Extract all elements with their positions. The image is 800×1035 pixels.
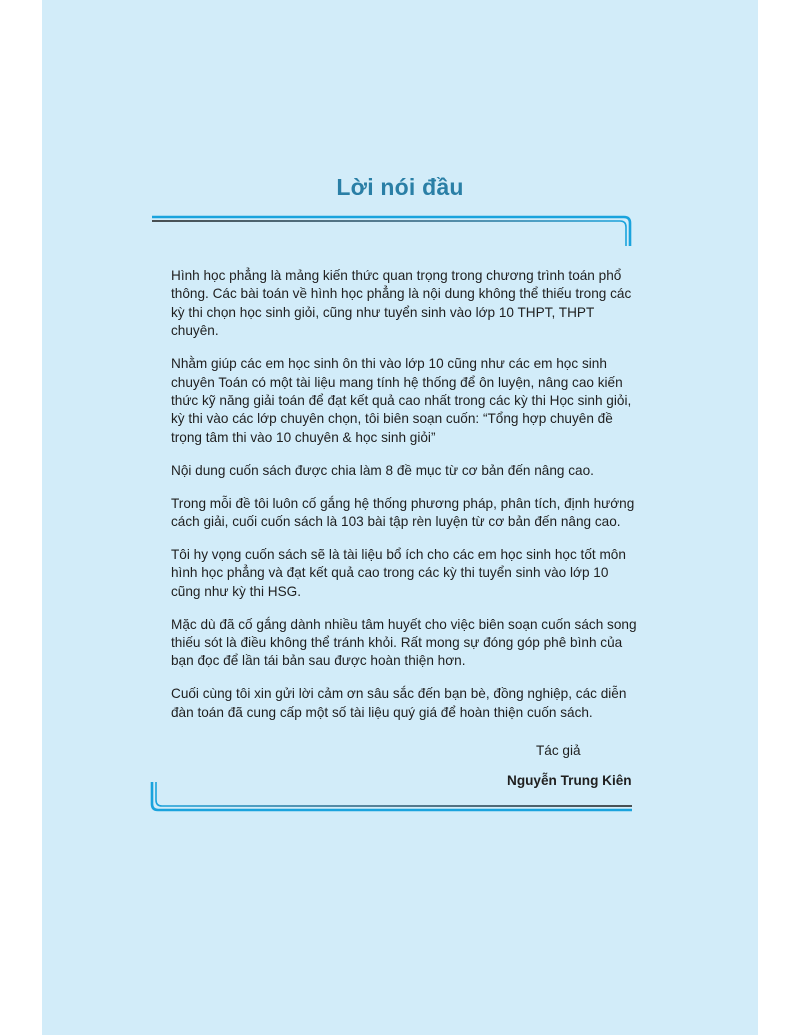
title-underline-rule	[150, 214, 640, 250]
preface-body	[171, 267, 641, 737]
paragraph: Cuối cùng tôi xin gửi lời cảm ơn sâu sắc đến bạn bè, đồng nghiệp, các diễn đàn toán đã cung cấp một số tài liệu quý giá để hoàn thiện cuốn sách.	[171, 686, 627, 720]
closing-rule	[146, 780, 636, 816]
paragraph: Tôi hy vọng cuốn sách sẽ là tài liệu bổ ích cho các em học sinh học tốt môn hình học phẳng và đạt kết quả cao trong các kỳ thi tuyển sinh vào lớp 10 cũng như kỳ thi HSG.	[171, 546, 626, 599]
paragraph: Mặc dù đã cố gắng dành nhiều tâm huyết cho việc biên soạn cuốn sách song thiếu sót là điều không thể tránh khỏi. Rất mong sự đóng góp phê bình của bạn đọc để lần tái bản sau được hoàn thiện hơn.	[171, 616, 637, 669]
author-name: Nguyễn Trung Kiên	[507, 773, 632, 788]
paragraph: Hình học phẳng là mảng kiến thức quan trọng trong chương trình toán phổ thông. Các bài toán về hình học phẳng là nội dung không thể thiếu trong các kỳ thi chọn học sinh giỏi, cũng như tuyển sinh vào lớp 10 THPT, THPT chuyên.	[171, 268, 632, 339]
paragraph: Nội dung cuốn sách được chia làm 8 đề mục từ cơ bản đến nâng cao.	[171, 462, 594, 478]
author-role: Tác giả	[536, 743, 581, 758]
paragraph: Trong mỗi đề tôi luôn cố gắng hệ thống phương pháp, phân tích, định hướng cách giải, cuối cuốn sách là 103 bài tập rèn luyện từ cơ bản đến nâng cao.	[171, 495, 635, 529]
page-title: Lời nói đầu	[336, 174, 464, 200]
paragraph: Nhằm giúp các em học sinh ôn thi vào lớp 10 cũng như các em học sinh chuyên Toán có một tài liệu mang tính hệ thống để ôn luyện, nâng cao kiến thức kỹ năng giải toán để đạt kết quả cao nhất trong các kỳ thi Học sinh giỏi, kỳ thi vào các lớp chuyên chọn, tôi biên soạn cuốn: “Tổng hợp chuyên đề trọng tâm thi vào 10 chuyên & học sinh giỏi”	[171, 356, 632, 445]
